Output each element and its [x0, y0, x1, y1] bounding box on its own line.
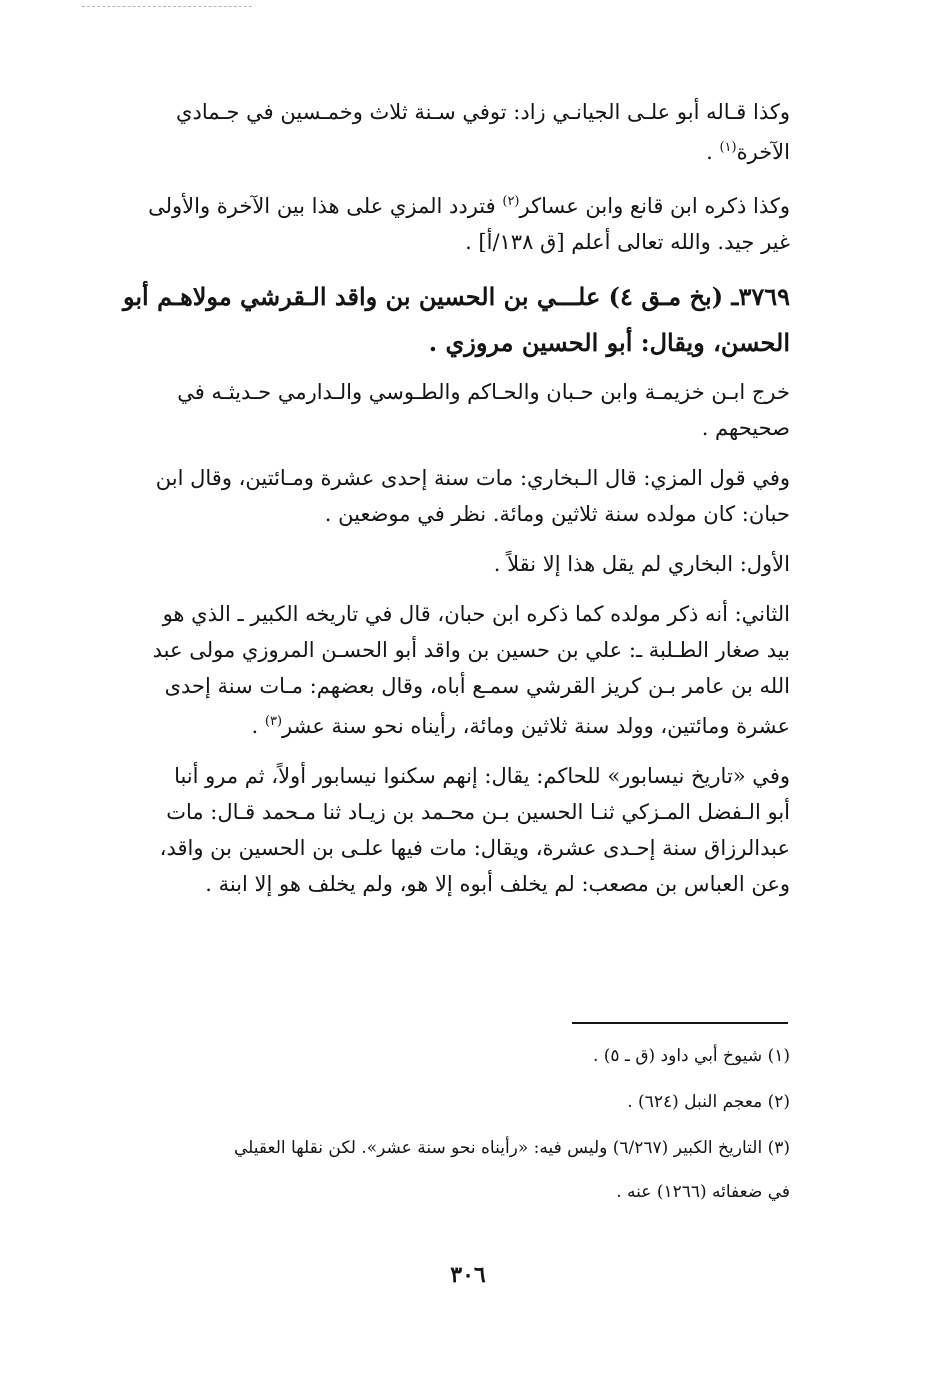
text-line: عبدالرزاق سنة إحـدى عشرة، ويقال: مات فيها علـى بن الحسين بن واقد،: [159, 836, 790, 860]
heading-line: ٣٧٦٩ـ (بخ مـق ٤) علـــي بن الحسين بن واقد الـقرشي مولاهـم أبو: [122, 282, 790, 311]
text-line: الأول: البخاري لم يقل هذا إلا نقلاً .: [493, 552, 790, 576]
paragraph: [100, 758, 790, 902]
text-line: غير جيد. والله تعالى أعلم [ق ١٣٨/أ] .: [465, 230, 790, 254]
text-line: وفي «تاريخ نيسابور» للحاكم: يقال: إنهم سكنوا نيسابور أولاً، ثم مرو أنبا: [174, 764, 790, 788]
footnotes: [110, 1034, 790, 1216]
heading-line: الحسن، ويقال: أبو الحسين مروزي .: [428, 328, 790, 357]
footnote-line: في ضعفائه (١٢٦٦) عنه .: [616, 1182, 790, 1202]
text-line: حبان: كان مولده سنة ثلاثين ومائة. نظر في موضعين .: [324, 502, 790, 526]
footnote-line: (٣) التاريخ الكبير (٦/٢٦٧) وليس فيه: «رأيناه نحو سنة عشر». لكن نقلها العقيلي: [233, 1138, 790, 1158]
text-line: وكذا قـاله أبو علـى الجيانـي زاد: توفي سـنة ثلاث وخمـسين في جـمادي: [176, 100, 790, 124]
text-line: بيد صغار الطـلبة ـ: علي بن حسين بن واقد أبو الحسـن المروزي مولى عبد: [152, 638, 790, 662]
text-line: خرج ابـن خزيمـة وابن حـبان والحـاكم والطـوسي والـدارمي حـديثـه في: [177, 380, 790, 404]
text-line: وكذا ذكره ابن قانع وابن عساكر$^{(٢)}$ فتردد المزي على هذا بين الآخرة والأولى: [148, 194, 790, 218]
footnote-line: (٢) معجم النبل (٦٢٤) .: [627, 1092, 790, 1112]
page-body: [100, 94, 790, 916]
footnote-separator: [572, 1022, 788, 1024]
entry-heading: [100, 274, 790, 366]
text-line: الله بن عامر بـن كريز القرشي سمـع أباه، وقال بعضهم: مـات سنة إحدى: [164, 674, 790, 698]
paragraph: [100, 94, 790, 170]
paragraph: [100, 374, 790, 446]
footnote-ref: (٢): [502, 194, 520, 209]
text-line: الثاني: أنه ذكر مولده كما ذكره ابن حبان، قال في تاريخه الكبير ـ الذي هو: [162, 602, 790, 626]
paragraph: [100, 460, 790, 532]
page-number: ٣٠٦: [450, 1262, 486, 1288]
footnote-line: (١) شيوخ أبي داود (ق ـ ٥) .: [592, 1046, 790, 1066]
footnote: [110, 1126, 790, 1214]
text-line: أبو الـفضل المـزكي ثنـا الحسين بـن محـمد بن زيـاد ثنا مـحمد قـال: مات: [166, 800, 790, 824]
text-line: وعن العباس بن مصعب: لم يخلف أبوه إلا هو، ولم يخلف هو إلا ابنة .: [205, 872, 790, 896]
footnote: [110, 1034, 790, 1078]
paragraph: [100, 596, 790, 744]
top-edge-rule: [82, 6, 252, 7]
text-line: وفي قول المزي: قال الـبخاري: مات سنة إحدى عشرة ومـائتين، وقال ابن: [155, 466, 790, 490]
text-line: الآخرة$^{(١)}$ .: [706, 140, 790, 164]
paragraph: [100, 546, 790, 582]
text-line: صحيحهم .: [701, 416, 790, 440]
footnote: [110, 1080, 790, 1124]
footnote-ref: (١): [719, 140, 737, 155]
paragraph: [100, 184, 790, 260]
footnote-ref: (٣): [264, 714, 283, 729]
text-line: عشرة ومائتين، وولد سنة ثلاثين ومائة، رأيناه نحو سنة عشر$^{(٣)}$ .: [251, 714, 790, 738]
